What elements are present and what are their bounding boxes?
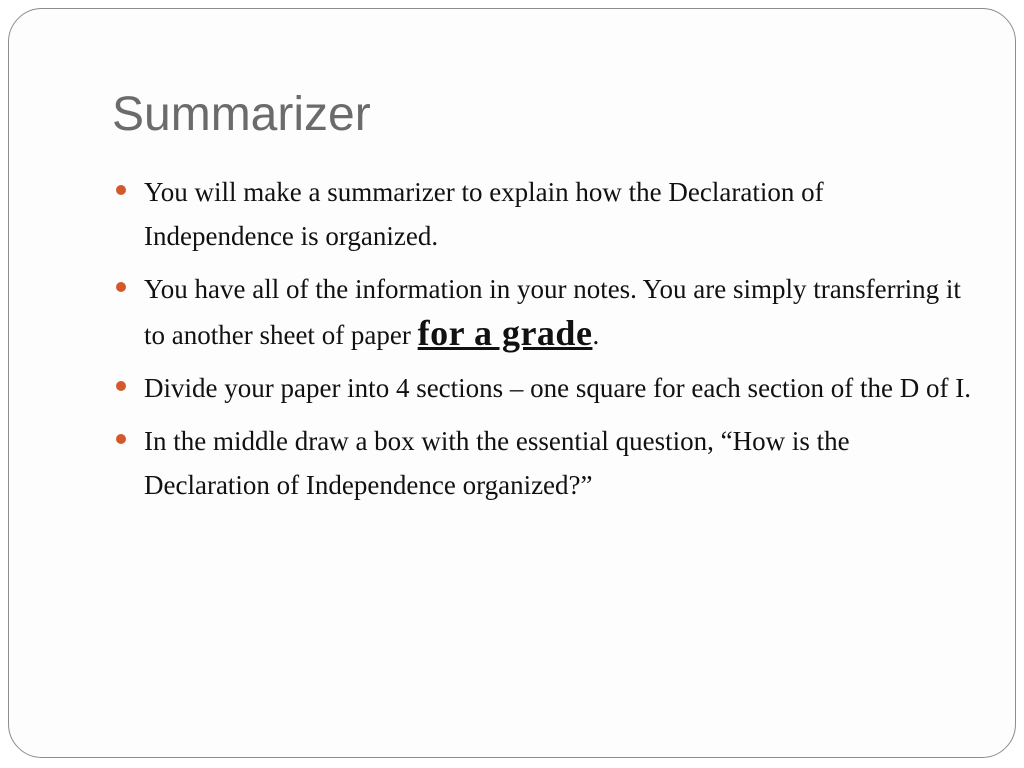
bullet-item — [116, 419, 972, 507]
bullet-dot-icon — [116, 381, 126, 391]
bullet-item — [116, 366, 972, 410]
bullet-text: Divide your paper into 4 sections – one square for each section of the D of I. — [144, 373, 971, 403]
bullet-dot-icon — [116, 185, 126, 195]
emphasized-text: for a grade — [417, 313, 593, 353]
slide-title: Summarizer — [112, 88, 371, 141]
bullet-text: In the middle draw a box with the essential question, “How is the Declaration of Independence organized?” — [144, 426, 850, 500]
bullet-text: You will make a summarizer to explain how the Declaration of Independence is organized. — [144, 177, 824, 251]
bullet-list — [116, 170, 972, 516]
bullet-dot-icon — [116, 434, 126, 444]
bullet-text: You have all of the information in your notes. You are simply transferring it to another sheet of paper — [144, 274, 961, 350]
bullet-item — [116, 267, 972, 357]
bullet-text-end: . — [592, 320, 600, 350]
bullet-item — [116, 170, 972, 258]
bullet-dot-icon — [116, 282, 126, 292]
